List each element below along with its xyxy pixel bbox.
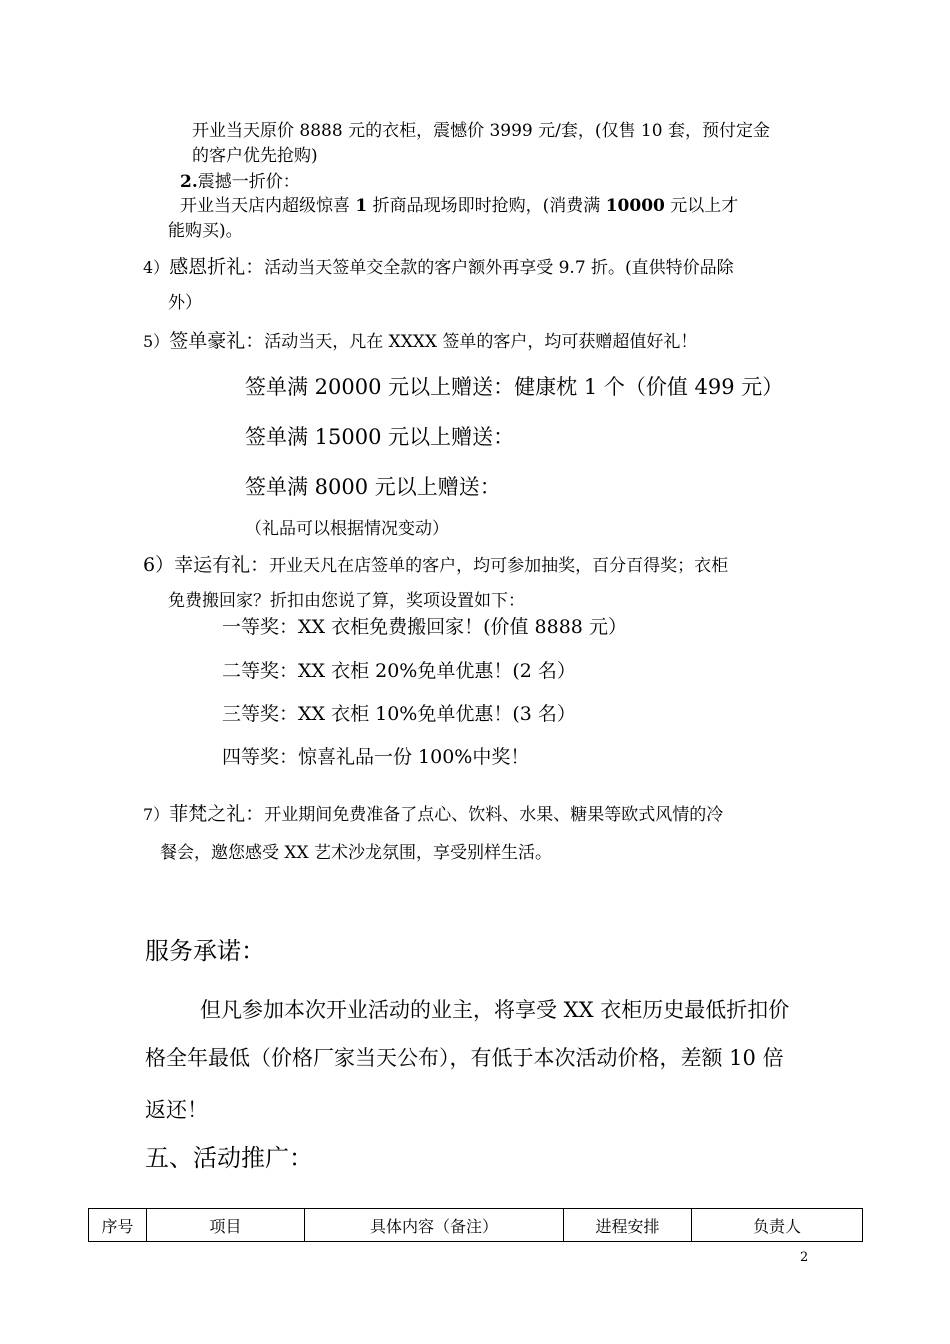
item-number: 4）	[143, 258, 170, 277]
text-line: 免费搬回家？折扣由您说了算，奖项设置如下：	[168, 591, 525, 611]
prize-line: 二等奖：XX 衣柜 20%免单优惠！(2 名）	[222, 660, 576, 682]
promotion-table	[88, 1208, 863, 1242]
item-7	[143, 799, 723, 826]
text-part-bold: 1	[355, 196, 368, 216]
item-text: 活动当天签单交全款的客户额外再享受 9.7 折。(直供特价品除	[264, 258, 734, 278]
item-5	[143, 326, 697, 353]
section-heading-service: 服务承诺：	[145, 937, 265, 965]
item-number: 7）	[143, 805, 170, 824]
column-header-schedule: 进程安排	[564, 1209, 692, 1242]
prize-line: 三等奖：XX 衣柜 10%免单优惠！(3 名）	[222, 703, 576, 725]
item-4	[143, 252, 734, 279]
paragraph-line: 返还！	[145, 1098, 208, 1122]
text-line	[180, 191, 738, 216]
text-part: 折商品现场即时抢购，(消费满	[367, 196, 606, 216]
text-part: 元以上才	[664, 196, 739, 216]
gift-tier: 签单满 8000 元以上赠送：	[245, 475, 501, 499]
text-line: 能购买)。	[168, 221, 243, 241]
item-text: 开业期间免费准备了点心、饮料、水果、糖果等欧式风情的冷	[264, 805, 724, 825]
page-number: 2	[800, 1250, 809, 1265]
subheading-text: 震撼一折价：	[197, 172, 300, 192]
subheading-number: 2.	[180, 172, 198, 192]
text-part: 开业当天店内超级惊喜	[180, 196, 356, 216]
section-heading-promotion: 五、活动推广：	[145, 1144, 313, 1172]
gift-tier: 签单满 15000 元以上赠送：	[245, 425, 515, 449]
column-header-owner: 负责人	[692, 1209, 863, 1242]
text-line: 外）	[168, 293, 202, 313]
item-text: 活动当天，凡在 XXXX 签单的客户，均可获赠超值好礼！	[264, 332, 698, 352]
text-line: 餐会，邀您感受 XX 艺术沙龙氛围，享受别样生活。	[160, 843, 553, 863]
text-line: 的客户优先抢购)	[192, 146, 318, 166]
column-header-no: 序号	[89, 1209, 147, 1242]
prize-line: 一等奖：XX 衣柜免费搬回家！(价值 8888 元）	[222, 616, 627, 638]
item-label: 签单豪礼：	[169, 330, 265, 352]
text-line: 开业当天原价 8888 元的衣柜，震憾价 3999 元/套，(仅售 10 套，预付定金	[192, 121, 770, 141]
gift-tier: 签单满 20000 元以上赠送：健康枕 1 个（价值 499 元）	[245, 375, 784, 399]
item-number: 5）	[143, 332, 170, 351]
prize-line: 四等奖：惊喜礼品一份 100%中奖！	[222, 746, 530, 768]
gift-note: （礼品可以根据情况变动）	[245, 519, 449, 539]
item-label: 幸运有礼：	[174, 554, 270, 576]
item-6	[143, 550, 728, 577]
subheading-one-fold-price	[180, 167, 300, 192]
item-text: 开业天凡在店签单的客户，均可参加抽奖，百分百得奖；衣柜	[269, 556, 729, 576]
item-label: 感恩折礼：	[169, 256, 265, 278]
paragraph-line: 但凡参加本次开业活动的业主，将享受 XX 衣柜历史最低折扣价	[200, 998, 790, 1022]
column-header-item: 项目	[147, 1209, 305, 1242]
column-header-content: 具体内容（备注）	[305, 1209, 564, 1242]
item-label: 菲梵之礼：	[169, 803, 265, 825]
text-part-bold: 10000	[605, 196, 665, 216]
paragraph-line: 格全年最低（价格厂家当天公布），有低于本次活动价格，差额 10 倍	[145, 1046, 784, 1070]
item-number: 6）	[143, 554, 175, 576]
table-header-row	[89, 1209, 863, 1242]
